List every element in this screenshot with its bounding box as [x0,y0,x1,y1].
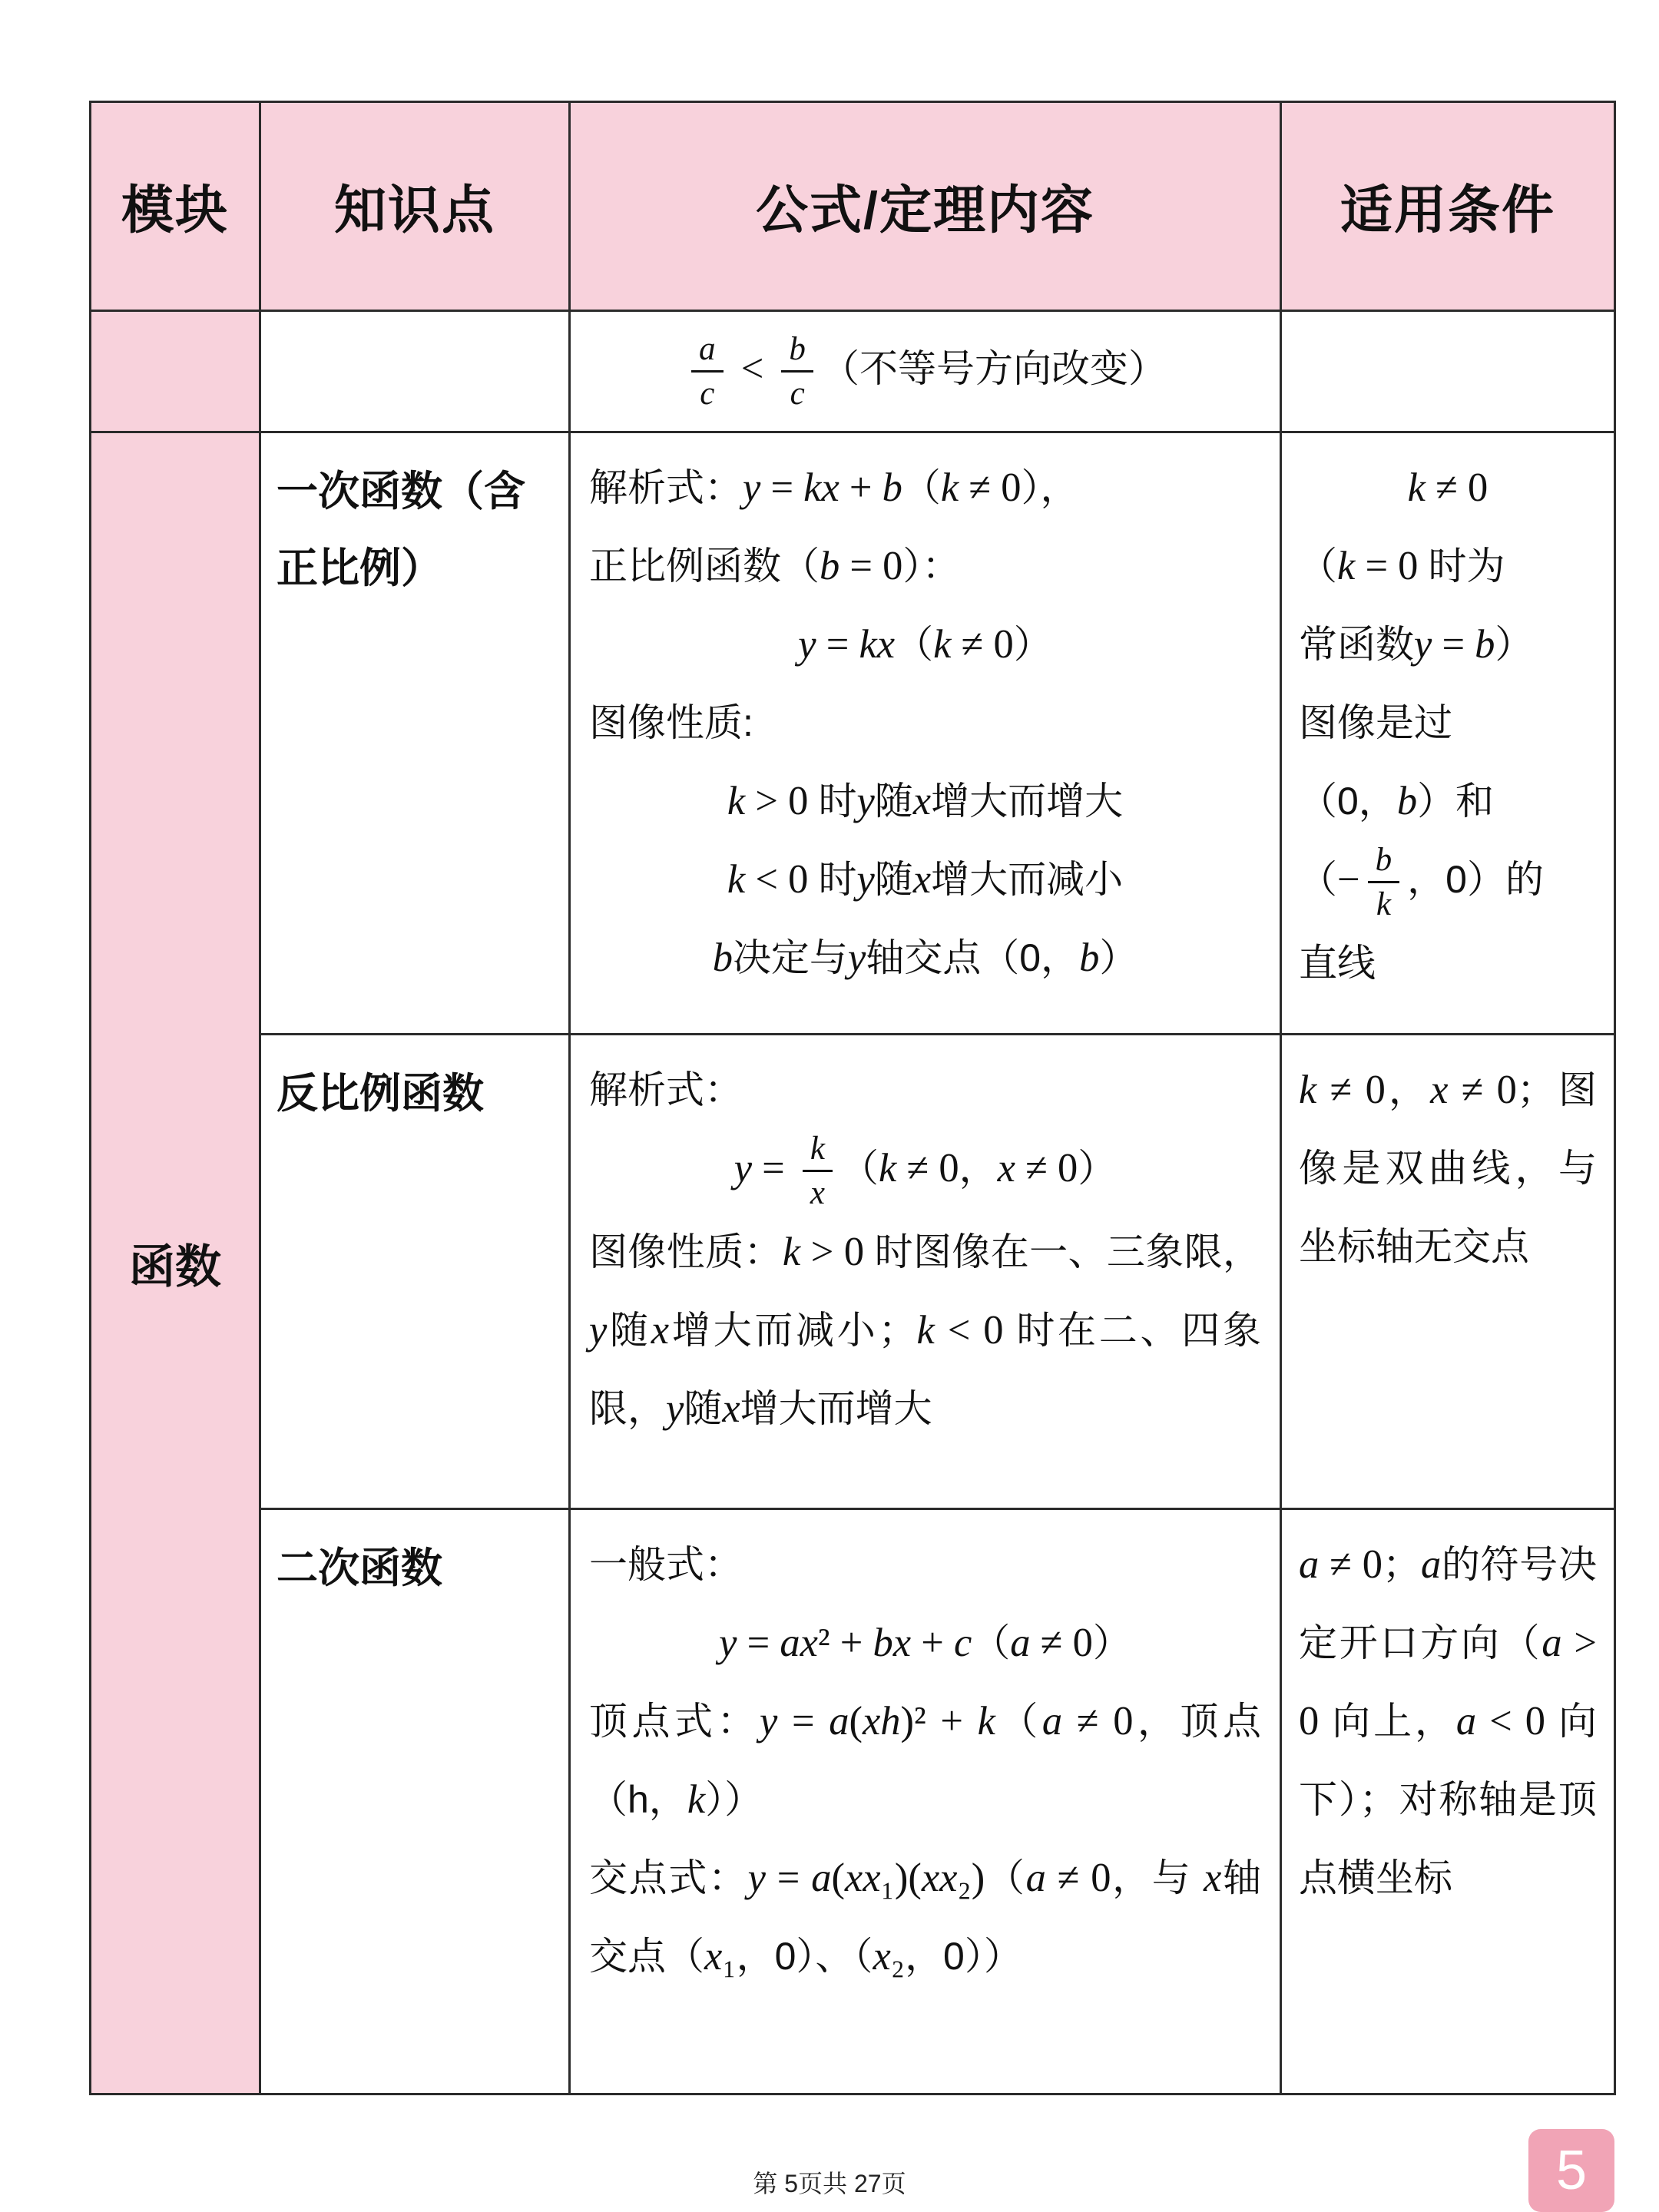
condition-cell-empty [1281,311,1615,432]
content-cell-linear-function: 解析式：y = kx + b（k ≠ 0）， 正比例函数（b = 0）： y = kx（k ≠ 0） 图像性质: k > 0 时y随x增大而增大 k < 0 时y随x增大而减小 b决定与y轴交点（0，b） [570,432,1281,1035]
table-row-continuation [91,311,1615,432]
module-cell-function: 函数 [91,432,260,2094]
page-footer: 第 5页共 27页 [753,2170,906,2197]
header-knowledge-point: 知识点 [260,102,570,311]
header-module: 模块 [91,102,260,311]
topic-cell-quadratic-function: 二次函数 [260,1509,570,2094]
topic-cell-empty [260,311,570,432]
header-formula-content: 公式/定理内容 [570,102,1281,311]
header-conditions: 适用条件 [1281,102,1615,311]
page-number-badge: 5 [1528,2129,1614,2212]
topic-cell-inverse-function: 反比例函数 [260,1035,570,1509]
formula-table [89,101,1616,2095]
content-cell-inequality: $\frac{a}{c}$ < $\frac{b}{c}$ （不等号方向改变） [570,311,1281,432]
content-cell-quadratic-function: 一般式： y = ax² + bx + c（a ≠ 0） 顶点式：y = a(xh)² + k（a ≠ 0，顶点（h，k）） 交点式：y = a(xx₁)(xx₂)（a ≠ 0，与 x轴交点（x₁，0）、（x₂，0）） [570,1509,1281,2094]
condition-cell-linear-function: k ≠ 0 （k = 0 时为 常函数y = b） 图像是过 （0，b）和 （− $\frac{b}{k}$ ，0）的 直线 [1281,432,1615,1035]
module-cell-empty [91,311,260,432]
topic-cell-linear-function: 一次函数（含正比例） [260,432,570,1035]
table-row-quadratic-function [91,1509,1615,2094]
table-row-inverse-function [91,1035,1615,1509]
header-row [91,102,1615,311]
condition-cell-quadratic-function: a ≠ 0；a的符号决定开口方向（a > 0 向上，a < 0 向下）；对称轴是顶点横坐标 [1281,1509,1615,2094]
condition-cell-inverse-function: k ≠ 0，x ≠ 0；图像是双曲线，与坐标轴无交点 [1281,1035,1615,1509]
table-row-linear-function [91,432,1615,1035]
content-cell-inverse-function: 解析式： y = $\frac{k}{x}$ （k ≠ 0，x ≠ 0） 图像性质：k > 0 时图像在一、三象限，y随x增大而减小；k < 0 时在二、四象限，y随x增大而增大 [570,1035,1281,1509]
